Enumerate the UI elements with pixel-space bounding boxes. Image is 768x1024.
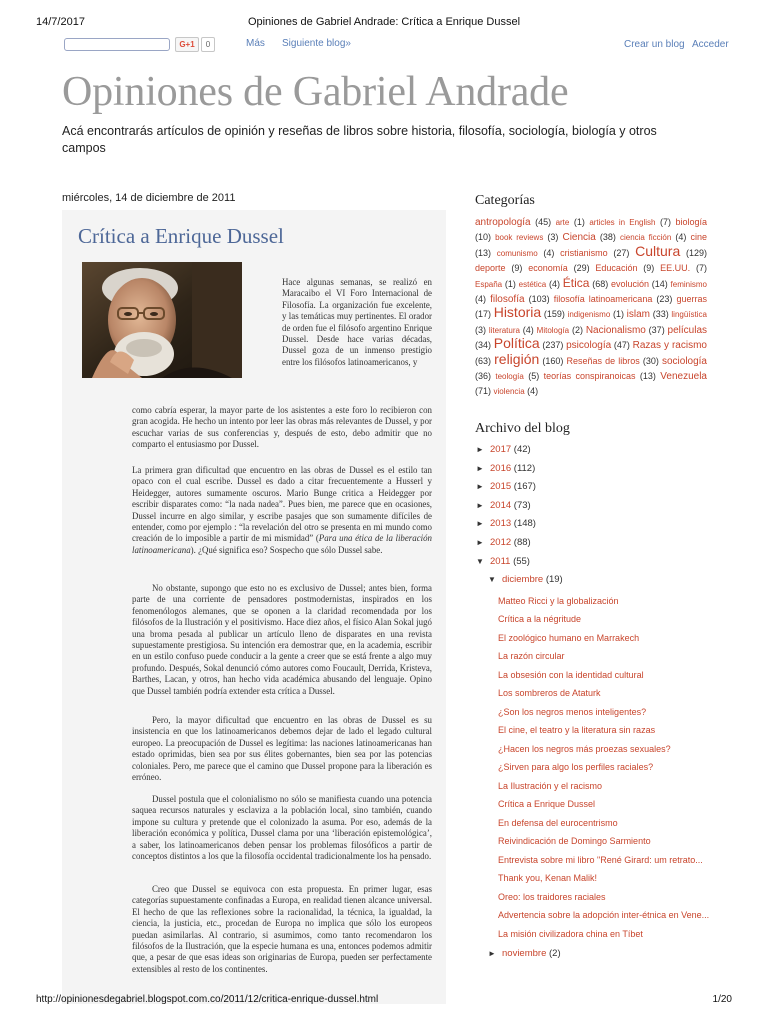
post-image[interactable] <box>82 262 242 378</box>
post-paragraph: No obstante, supongo que esto no es exclusivo de Dussel; antes bien, forma parte de una corriente de pensadores postmodernistas, inspirados en los fenomenólogos alemanes, que se oponen a la claridad recomendada por los filósofos de la Ilustración y el positivismo. Hace diez años, el físico Alan Sokal jugó una broma pesada al publicar un artículo lleno de disparates en una revista supuestamente prestigiosa. Su intención era demostrar que, en la academia, escribir en un estilo confuso puede conducir a la gente a creer que se está frente a algo muy profundo. Después, Sokal denunció cómo autores como Foucault, Derrida, Kristeva, Barthes, Lacan, y otros, han hecho vida académica abusando del lenguaje. Opino que Dussel también podría extender esta crítica a Dussel. <box>132 583 432 696</box>
category-link[interactable]: estética <box>518 279 547 289</box>
archive-link[interactable]: noviembre <box>502 948 547 960</box>
archive-post-link[interactable]: ¿Son los negros menos inteligentes? <box>498 706 647 717</box>
category-link[interactable]: articles in English <box>589 218 656 227</box>
category-count: (3) <box>543 232 563 243</box>
archive-post-link[interactable]: Crítica a la négritude <box>498 614 582 625</box>
archive-post-link[interactable]: Reivindicación de Domingo Sarmiento <box>498 836 651 847</box>
archive-post-link[interactable]: La razón circular <box>498 651 565 662</box>
category-link[interactable]: películas <box>667 324 707 336</box>
category-count: (33) <box>650 309 672 320</box>
category-count: (159) <box>541 309 568 320</box>
category-count: (5) <box>523 371 544 382</box>
print-page-number: 1/20 <box>712 994 732 1005</box>
archive-count: (112) <box>511 462 536 474</box>
expand-right-icon[interactable]: ► <box>476 500 484 510</box>
archive-post-link[interactable]: Thank you, Kenan Malik! <box>498 873 598 884</box>
category-link[interactable]: Ética <box>562 275 590 290</box>
post-paragraph: Creo que Dussel se equivoca con esta propuesta. En primer lugar, esas categorías supuestamente confinadas a Europa, en realidad tienen alcance universal. El hecho de que las reflexiones sobre la racionalidad, la técnica, la igualdad, la ciencia, la justicia, etc., procedan de Europa no implica que sólo los europeos puedan asimilarlas. Al contrario, si asumimos, como tanto recomendaron los filósofos de la Ilustración, que la especie humana es una, entonces podemos admitir que, a pesar de que esas ideas son originarias de Europa, pueden ser perfectamente extensibles al resto de los continentes. <box>132 884 432 974</box>
category-count: (38) <box>595 232 620 243</box>
category-count: (4) <box>475 294 491 305</box>
archive-post-link[interactable]: La obsesión con la identidad cultural <box>498 669 644 680</box>
category-link[interactable]: Reseñas de libros <box>566 355 640 366</box>
archive-post-link[interactable]: Advertencia sobre la adopción inter-étnica en Vene... <box>498 910 710 921</box>
archive-year <box>476 481 716 500</box>
archive-post-link[interactable]: Entrevista sobre mi libro "René Girard: um retrato... <box>498 854 703 865</box>
archive-post-link[interactable]: La misión civilizadora china en Tíbet <box>498 928 643 939</box>
category-count: (160) <box>539 355 567 366</box>
post-date: miércoles, 14 de diciembre de 2011 <box>62 192 236 204</box>
archive-post-link[interactable]: ¿Hacen los negros más proezas sexuales? <box>498 743 671 754</box>
print-url: http://opinionesdegabriel.blogspot.com.co/2011/12/critica-enrique-dussel.html <box>36 994 379 1005</box>
archive-count: (55) <box>510 555 530 567</box>
category-count: (13) <box>475 247 497 258</box>
category-link[interactable]: cristianismo <box>560 247 608 258</box>
archive-link[interactable]: 2012 <box>490 536 512 548</box>
category-count: (9) <box>637 263 661 274</box>
archive-year <box>476 463 716 482</box>
category-link[interactable]: evolución <box>610 278 649 289</box>
category-link[interactable]: economía <box>528 263 568 274</box>
category-count: (13) <box>635 371 661 382</box>
archive-month <box>488 574 716 593</box>
category-link[interactable]: Cultura <box>635 242 681 259</box>
category-count: (29) <box>567 263 596 274</box>
post-text: ). ¿Qué significa eso? Sospecho que sólo Dussel sabe. <box>190 544 383 555</box>
category-count: (36) <box>475 371 496 382</box>
archive-link[interactable]: 2013 <box>490 518 512 530</box>
create-blog-link[interactable]: Crear un blog <box>624 39 685 50</box>
search-input[interactable] <box>64 38 170 51</box>
category-count: (23) <box>652 294 677 305</box>
archive-post-link[interactable]: Crítica a Enrique Dussel <box>498 799 596 810</box>
expand-right-icon[interactable]: ► <box>476 463 484 473</box>
category-count: (103) <box>524 294 554 305</box>
archive-count: (148) <box>511 518 536 530</box>
archive-count: (73) <box>511 499 531 511</box>
archive-post-link[interactable]: El zoológico humano en Marrakech <box>498 632 640 643</box>
archive-month <box>488 948 716 967</box>
archive-link[interactable]: diciembre <box>502 574 544 586</box>
archive-post-link[interactable]: Matteo Ricci y la globalización <box>498 595 619 606</box>
post-title[interactable]: Crítica a Enrique Dussel <box>78 224 284 248</box>
category-link[interactable]: biología <box>675 217 707 227</box>
category-count: (10) <box>475 232 496 243</box>
category-count: (1) <box>502 278 519 289</box>
blog-title[interactable]: Opiniones de Gabriel Andrade <box>62 69 569 115</box>
category-link[interactable]: filosofía latinoamericana <box>553 294 653 305</box>
archive-year <box>476 556 716 575</box>
category-link[interactable]: indigenismo <box>567 310 611 320</box>
category-count: (4) <box>546 278 563 289</box>
category-link[interactable]: deporte <box>475 263 506 274</box>
category-count: (63) <box>475 355 495 366</box>
category-link[interactable]: lingüística <box>671 310 707 320</box>
category-count: (7) <box>690 263 707 274</box>
category-link[interactable]: comunismo <box>496 248 538 258</box>
more-link[interactable]: Más <box>246 38 265 49</box>
category-link[interactable]: feminismo <box>670 279 707 289</box>
post-text: La primera gran dificultad que encuentro en las obras de Dussel es el estilo tan opaco con el cual escribe. Dussel es dado a citar frecuentemente a Husserl y Heidegger, autores sumamente oscuros. Mario Bunge critica a Heidegger por escribir disparates como: “la nada nadea”. Pues bien, me parece que en ocasiones, Dussel incurre en algo similar, y escribe pasajes que son sumamente difíciles de entender, como por ejemplo : “la revelación del otro se presenta en mi mundo como creación de lo imposible a partir de mi mismidad” ( <box>132 465 432 544</box>
category-count: (2) <box>569 324 586 335</box>
login-link[interactable]: Acceder <box>692 39 729 50</box>
category-count: (7) <box>655 217 676 227</box>
next-blog-link[interactable]: Siguiente blog» <box>282 38 351 49</box>
category-count: (27) <box>607 247 636 258</box>
category-link[interactable]: literatura <box>488 325 520 335</box>
archive-year <box>476 444 716 463</box>
archive-link[interactable]: 2011 <box>490 555 511 567</box>
post-paragraph <box>132 465 432 556</box>
category-link[interactable]: psicología <box>566 340 612 352</box>
archive-post-link[interactable]: En defensa del eurocentrismo <box>498 817 618 828</box>
categories-heading: Categorías <box>475 193 535 208</box>
archive-post-link[interactable]: Los sombreros de Ataturk <box>498 688 601 699</box>
blogger-navbar <box>60 34 734 56</box>
category-link[interactable]: Nacionalismo <box>585 324 646 336</box>
category-count: (30) <box>639 355 662 366</box>
category-link[interactable]: Ciencia <box>562 232 596 244</box>
category-link[interactable]: teología <box>495 372 524 382</box>
expand-right-icon[interactable]: ► <box>476 445 484 454</box>
archive-count: (42) <box>511 444 531 455</box>
archive-year <box>476 500 716 519</box>
category-link[interactable]: filosofía <box>490 294 525 306</box>
archive-post-link[interactable]: ¿Sirven para algo los perfiles raciales? <box>498 762 654 773</box>
category-count: (4) <box>537 247 561 258</box>
category-count: (14) <box>649 278 671 289</box>
archive-post-list <box>498 593 716 945</box>
categories-cloud <box>475 214 707 399</box>
expand-right-icon[interactable]: ► <box>488 949 496 959</box>
category-count: (37) <box>645 324 668 335</box>
archive-link[interactable]: 2015 <box>490 481 512 493</box>
archive-post-link[interactable]: La Ilustración y el racismo <box>498 780 603 791</box>
category-count: (3) <box>475 324 489 335</box>
category-count: (68) <box>589 278 611 289</box>
post-paragraph: Hace algunas semanas, se realizó en Maracaibo el VI Foro Internacional de Filosofía. La organización fue excelente, y las temáticas muy pertinentes. El orador de orden fue el filósofo argentino Enrique Dussel. Desde hace varias décadas, Dussel goza de un inmenso prestigio entre los filósofos latinoamericanos, y <box>282 277 432 367</box>
category-count: (129) <box>680 247 707 258</box>
category-link[interactable]: sociología <box>661 355 707 367</box>
post-paragraph: Pero, la mayor dificultad que encuentro en las obras de Dussel es su insistencia en que los latinoamericanos debemos dejar de lado el legado cultural europeo. La preocupación de Dussel es legítima: las naciones latinoamericanas han estado oprimidas, bien sea por sus élites gobernantes, bien sea por las potencias coloniales. Pero, me parece que el camino que Dussel propone para la liberación es erróneo. <box>132 715 432 783</box>
category-link[interactable]: violencia <box>493 387 525 397</box>
category-count: (4) <box>524 386 539 397</box>
category-count: (237) <box>539 340 567 351</box>
category-link[interactable]: religión <box>494 350 540 367</box>
expand-down-icon[interactable]: ▼ <box>488 575 496 585</box>
gplus-count: 0 <box>201 37 215 52</box>
archive-post-link[interactable]: Oreo: los traidores raciales <box>498 891 606 902</box>
category-link[interactable]: Educación <box>595 263 638 274</box>
category-count: (71) <box>475 386 494 397</box>
category-link[interactable]: islam <box>626 309 651 321</box>
archive-heading: Archivo del blog <box>475 421 570 436</box>
category-link[interactable]: España <box>475 279 503 289</box>
book-title: Para una ética de la liberación latinoamericana <box>132 533 432 555</box>
archive-year <box>476 518 716 537</box>
category-link[interactable]: Política <box>493 335 540 352</box>
post-paragraph: como cabría esperar, la mayor parte de los asistentes a este foro lo recibieron con gran acogida. He hecho un intento por leer las obras más relevantes de Dussel, y por escuchar varias de sus conferencias y, después de esto, debo admitir que no comparto el entusiasmo por Dussel. <box>132 405 432 450</box>
category-count: (9) <box>505 263 529 274</box>
category-link[interactable]: Historia <box>493 304 542 321</box>
category-link[interactable]: cine <box>690 232 707 243</box>
expand-right-icon[interactable]: ► <box>476 482 484 492</box>
archive-post-link[interactable]: El cine, el teatro y la literatura sin razas <box>498 725 656 736</box>
category-count: (4) <box>519 324 537 335</box>
category-count: (34) <box>475 340 494 351</box>
archive-link[interactable]: 2017 <box>490 444 512 455</box>
category-link[interactable]: book reviews <box>495 233 544 243</box>
expand-right-icon[interactable]: ► <box>476 537 484 547</box>
category-link[interactable]: ciencia ficción <box>619 233 672 243</box>
print-title: Opiniones de Gabriel Andrade: Crítica a Enrique Dussel <box>247 16 521 28</box>
archive-link[interactable]: 2016 <box>490 462 512 474</box>
category-link[interactable]: Razas y racismo <box>632 340 707 352</box>
category-count: (47) <box>611 340 633 351</box>
category-link[interactable]: arte <box>555 218 570 227</box>
category-link[interactable]: teorías conspiranoicas <box>543 371 636 382</box>
expand-down-icon[interactable]: ▼ <box>476 556 484 566</box>
post-paragraph: Dussel postula que el colonialismo no sólo se manifiesta cuando una potencia saquea recursos naturales y esclaviza a la población local, sino también, cuando impone su cultura y pretende que el colonizado la asuma. Por eso, además de la liberación económica y política, Dussel clama por una ‘liberación epistemológica’, a saber, los latinoamericanos deben pensar los problemas filosóficos a partir de conceptos distintos a los que la filosofía occidental tradicionalmente los ha pensado. <box>132 794 432 862</box>
archive-count: (2) <box>546 948 561 960</box>
archive-year <box>476 537 716 556</box>
gplus-button[interactable]: G+1 <box>175 37 199 52</box>
category-count: (17) <box>475 309 494 320</box>
category-link[interactable]: EE.UU. <box>660 263 691 274</box>
archive-link[interactable]: 2014 <box>490 499 512 511</box>
print-date: 14/7/2017 <box>36 16 85 28</box>
blog-archive <box>476 444 716 967</box>
archive-count: (167) <box>511 481 536 493</box>
category-link[interactable]: Venezuela <box>660 371 707 383</box>
category-count: (1) <box>569 217 590 227</box>
category-count: (1) <box>610 309 627 320</box>
blog-description: Acá encontrarás artículos de opinión y reseñas de libros sobre historia, filosofía, sociología, biología y otros campos <box>62 124 657 155</box>
category-count: (4) <box>671 232 691 243</box>
portrait-photo <box>82 262 242 378</box>
category-count: (45) <box>530 217 556 227</box>
category-link[interactable]: Mitología <box>536 325 570 335</box>
category-link[interactable]: antropología <box>475 217 531 228</box>
archive-count: (19) <box>543 574 563 586</box>
archive-count: (88) <box>511 536 531 548</box>
category-link[interactable]: guerras <box>676 294 707 305</box>
expand-right-icon[interactable]: ► <box>476 519 484 529</box>
